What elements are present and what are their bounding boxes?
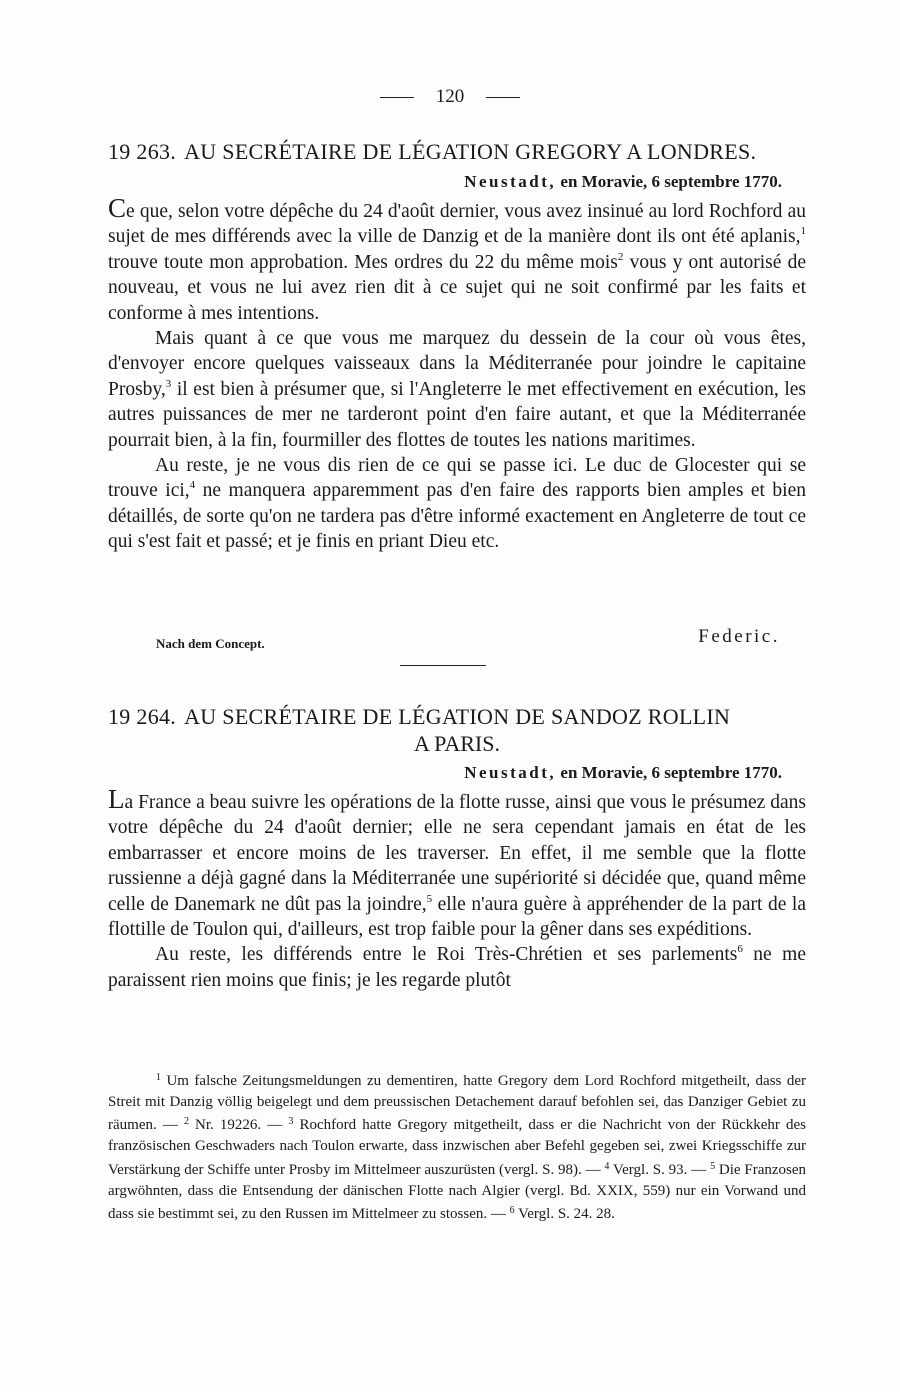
letter-1-p3-text-b: ne manquera apparemment pas d'en faire des rapports bien amples et bien détaillés, de sorte qu'on ne tardera pas d'être informé exactement en Angleterre de tout ce qui s'est fait et passé; et je finis en priant Dieu etc.: [108, 480, 807, 553]
page-number-text: 120: [435, 86, 465, 107]
footnotes-block: [108, 1068, 806, 1225]
letter-2-title-line-1: AU SECRÉTAIRE DE LÉGATION DE SANDOZ ROLLIN: [184, 704, 731, 729]
footnote-3: Rochford hatte Gregory mitgetheilt, dass er die Nachricht von der Rückkehr des französischen Geschwaders nach Toulon erwarte, dass inzwischen aber Befehl gegeben sei, zwei Kriegsschiffe zur Verstärkung der Schiffe unter Prosby im Mittelmeer auszurüsten (vergl. S. 98). —: [108, 1117, 806, 1178]
footnote-4: Vergl. S. 93. —: [609, 1161, 711, 1178]
letter-1-title: AU SECRÉTAIRE DE LÉGATION GREGORY A LONDRES.: [184, 139, 757, 164]
footnote-2-mark: 2: [183, 1116, 189, 1128]
letter-1-dateline: [464, 172, 782, 192]
letter-1-p3-text-a: Au reste, je ne vous dis rien de ce qui se passe ici. Le duc de Glocester qui se trouve ici,: [108, 455, 806, 502]
footnote-1: Um falsche Zeitungsmeldungen zu dementiren, hatte Gregory dem Lord Rochford mitgetheilt, dass der Streit mit Danzig völlig beigelegt und dem preussischen Detachement darauf befohlen sei, das Danziger Gebiet zu räumen. —: [108, 1073, 806, 1134]
page-number-left-dash: [380, 97, 414, 98]
letter-1-p1-text-c: vous y ont autorisé de nouveau, et vous ne lui avez rien dit à ce sujet qui ne soit confirmé par les faits et conforme à mes intentions.: [108, 251, 807, 324]
letter-2-p1-text-a: a France a beau suivre les opérations de la flotte russe, ainsi que vous le présumez dans votre dépêche du 24 d'août dernier; elle ne sera cependant jamais en état de les embarrasser et encore moins de les traverser. En effet, il me semble que la flotte russienne a déjà gagné dans la Méditerranée une supériorité si décidée que, quand même celle de Danemark ne dût pas la joindre,: [108, 792, 806, 915]
footnote-2: Nr. 19226. —: [188, 1117, 289, 1134]
letter-2-p1-text-b: elle n'aura guère à appréhender de la part de la flottille de Toulon qui, d'ailleurs, est trop faible pour la gêner dans ses expéditions.: [108, 893, 806, 941]
letter-1-dropcap: C: [108, 193, 127, 223]
letter-1-body: [108, 193, 807, 555]
letter-2-dateline: [464, 763, 782, 783]
page-number: [0, 86, 900, 108]
letter-1-paragraph-2: [108, 326, 806, 453]
letter-1-p1-text-a: e que, selon votre dépêche du 24 d'août dernier, vous avez insinué au lord Rochford au sujet de mes différends avec la ville de Danzig et de la manière dont ils ont été aplanis,: [108, 201, 806, 248]
footnote-4-mark: 4: [604, 1160, 610, 1172]
footnote-ref-4[interactable]: 4: [189, 479, 196, 492]
page-number-right-dash: [486, 97, 520, 98]
footnote-ref-5[interactable]: 5: [426, 892, 433, 905]
footnote-5: Die Franzosen argwöhnten, dass die Entsendung der dänischen Flotte nach Algier (vergl. Bd. XXIX, 559) nur ein Vorwand und dass sie bestimmt sei, zu den Russen im Mittelmeer zu stossen. —: [108, 1161, 807, 1223]
letter-1-number: 19 263.: [108, 139, 177, 164]
letter-2-place: Neustadt,: [464, 763, 557, 782]
footnote-ref-3[interactable]: 3: [165, 377, 172, 390]
footnote-6: Vergl. S. 24. 28.: [514, 1206, 615, 1223]
letter-1-p2-text-a: Mais quant à ce que vous me marquez du dessein de la cour où vous êtes, d'envoyer encore quelques vaisseaux dans la Méditerranée pour joindre le capitaine Prosby,: [108, 328, 806, 400]
footnote-1-mark: 1: [156, 1072, 161, 1083]
footnote-ref-1[interactable]: 1: [800, 225, 806, 238]
letter-1-place: Neustadt,: [464, 172, 557, 191]
letter-2-paragraph-2: [108, 942, 806, 993]
letter-1-signature: Federic.: [698, 626, 780, 647]
letter-1-heading: [108, 138, 806, 165]
footnote-3-mark: 3: [288, 1116, 294, 1128]
letter-2-p2-text-a: Au reste, les différends entre le Roi Très-Chrétien et ses parlements: [155, 944, 738, 966]
letter-1-paragraph-1: [108, 193, 807, 326]
footnote-6-mark: 6: [509, 1205, 515, 1217]
letter-2-p2-text-b: ne me paraissent rien moins que finis; je les regarde plutôt: [108, 944, 806, 991]
letter-2-paragraph-1: [108, 784, 806, 942]
letter-2-body: [108, 784, 806, 993]
letter-1-date: en Moravie, 6 septembre 1770.: [560, 172, 782, 191]
letter-2-number: 19 264.: [108, 704, 177, 729]
footnotes: [108, 1068, 806, 1225]
letter-1-p1-text-b: trouve toute mon approbation. Mes ordres du 22 du même mois: [108, 251, 618, 273]
letter-1-source-note: Nach dem Concept.: [156, 636, 265, 651]
letter-1-paragraph-3: [108, 453, 806, 555]
letter-2-heading: [108, 703, 806, 730]
letter-1-p2-text-b: il est bien à présumer que, si l'Angleterre le met effectivement en exécution, les autres puissances de mer ne tarderont point d'en faire autant, et que la Méditerranée pourrait bien, à la fin, fourmiller des flottes de toutes les nations maritimes.: [108, 378, 806, 451]
letter-2-title-line-2: A PARIS.: [413, 731, 500, 756]
section-divider: [400, 665, 486, 666]
footnote-5-mark: 5: [710, 1160, 716, 1172]
footnote-ref-2[interactable]: 2: [617, 250, 624, 263]
footnote-ref-6[interactable]: 6: [737, 943, 743, 956]
letter-2-dropcap: L: [108, 784, 125, 814]
letter-2-date: en Moravie, 6 septembre 1770.: [560, 763, 782, 782]
